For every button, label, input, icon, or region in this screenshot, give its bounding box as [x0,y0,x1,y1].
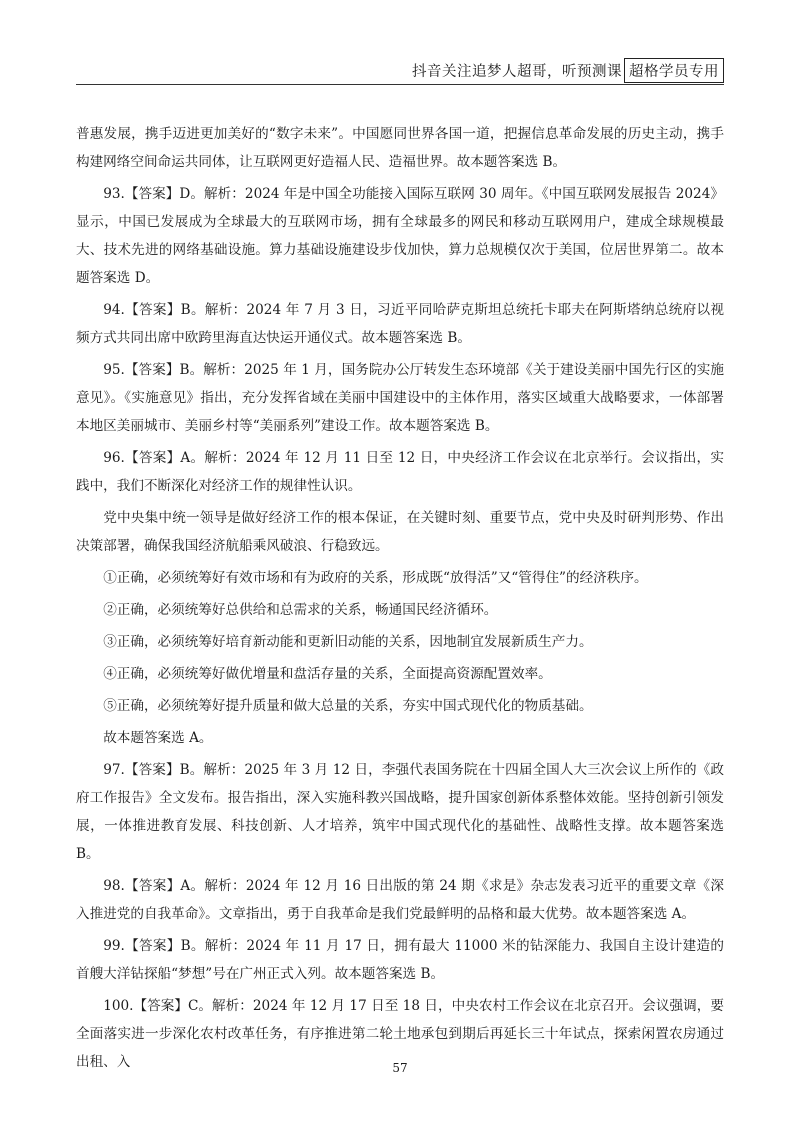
answer-96-item-5: ⑤正确，必须统筹好提升质量和做大总量的关系，夯实中国式现代化的物质基础。 [103,698,593,714]
answer-96-detail: 党中央集中统一领导是做好经济工作的根本保证，在关键时刻、重要节点，党中央及时研判形势、作出决策部署，确保我国经济航船乘风破浪、行稳致远。 [76,510,724,554]
answer-93: 93.【答案】D。解析：2024 年是中国全功能接入国际互联网 30 周年。《中国互联网发展报告 2024》显示，中国已发展成为全球最大的互联网市场，拥有全球最多的网民和移动互联网用户，建成全球规模最大、技术先进的网络基础设施。算力基础设施建设步伐加快，算力总规模仅次于美国，位居世界第二。故本题答案选 D。 [76,186,724,286]
answer-96-item-2: ②正确，必须统筹好总供给和总需求的关系，畅通国民经济循环。 [103,602,498,618]
answer-95: 95.【答案】B。解析：2025 年 1 月，国务院办公厅转发生态环境部《关于建设美丽中国先行区的实施意见》。《实施意见》指出，充分发挥省域在美丽中国建设中的主体作用，落实区域重大战略要求，一体部署本地区美丽城市、美丽乡村等“美丽系列”建设工作。故本题答案选 B。 [76,362,724,434]
answer-99: 99.【答案】B。解析：2024 年 11 月 17 日，拥有最大 11000 米的钻深能力、我国自主设计建造的首艘大洋钻探船“梦想”号在广州正式入列。故本题答案选 B。 [76,938,724,982]
header-text: 抖音关注追梦人超哥，听预测课 [412,64,622,80]
page-header [412,58,724,83]
answer-94: 94.【答案】B。解析：2024 年 7 月 3 日，习近平同哈萨克斯坦总统托卡耶夫在阿斯塔纳总统府以视频方式共同出席中欧跨里海直达快运开通仪式。故本题答案选 B。 [76,302,724,346]
document-body [76,120,724,1080]
answer-96-item-3: ③正确，必须统筹好培育新动能和更新旧动能的关系，因地制宜发展新质生产力。 [103,634,593,650]
header-badge: 超格学员专用 [624,58,724,83]
answer-97: 97.【答案】B。解析：2025 年 3 月 12 日，李强代表国务院在十四届全国人大三次会议上所作的《政府工作报告》全文发布。报告指出，深入实施科教兴国战略，提升国家创新体系整体效能。坚持创新引领发展，一体推进教育发展、科技创新、人才培养，筑牢中国式现代化的基础性、战略性支撑。故本题答案选 B。 [76,762,724,862]
header-divider [76,84,724,85]
answer-96-item-1: ①正确，必须统筹好有效市场和有为政府的关系，形成既“放得活”又“管得住”的经济秩序。 [103,570,648,586]
answer-96-conclusion: 故本题答案选 A。 [103,730,213,746]
answer-98: 98.【答案】A。解析：2024 年 12 月 16 日出版的第 24 期《求是》杂志发表习近平的重要文章《深入推进党的自我革命》。文章指出，勇于自我革命是我们党最鲜明的品格和最大优势。故本题答案选 A。 [76,878,724,922]
paragraph-continuation: 普惠发展，携手迈进更加美好的“数字未来”。中国愿同世界各国一道，把握信息革命发展的历史主动，携手构建网络空间命运共同体，让互联网更好造福人民、造福世界。故本题答案选 B。 [76,126,724,170]
page-number: 57 [392,1061,408,1075]
answer-100: 100.【答案】C。解析：2024 年 12 月 17 日至 18 日，中央农村工作会议在北京召开。会议强调，要全面落实进一步深化农村改革任务，有序推进第二轮土地承包到期后再延长三十年试点，探索闲置农房通过出租、入 [76,998,724,1070]
answer-96-item-4: ④正确，必须统筹好做优增量和盘活存量的关系，全面提高资源配置效率。 [103,666,552,682]
answer-96: 96.【答案】A。解析：2024 年 12 月 11 日至 12 日，中央经济工作会议在北京举行。会议指出，实践中，我们不断深化对经济工作的规律性认识。 [76,450,724,494]
